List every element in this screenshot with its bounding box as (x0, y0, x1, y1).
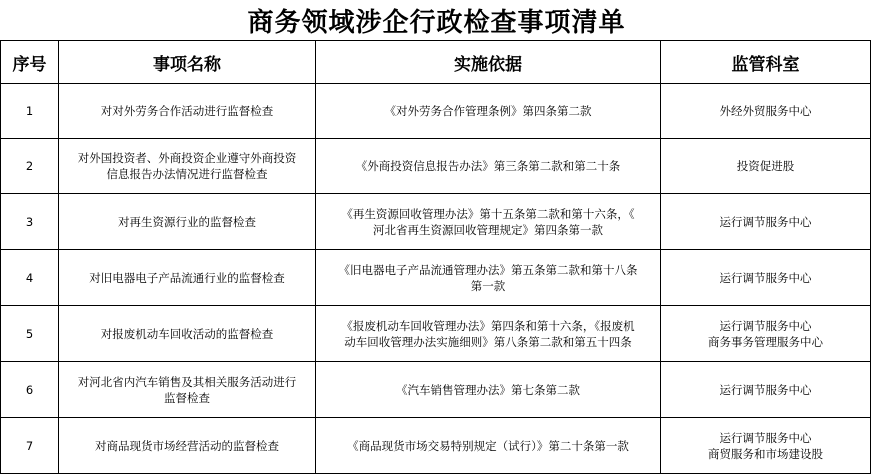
header-no: 序号 (1, 41, 59, 84)
text-line: 《报废机动车回收管理办法》第四条和第十六条，《报废机 (341, 318, 635, 333)
text-line: 监督检查 (164, 390, 210, 405)
text-line: 外经外贸服务中心 (719, 104, 812, 118)
row-legal-basis (316, 418, 661, 474)
row-item-name (59, 362, 316, 418)
row-legal-basis (316, 84, 661, 139)
document-title: 商务领域涉企行政检查事项清单 (247, 7, 626, 38)
row-item-name (59, 250, 316, 306)
text-line: 商务事务管理服务中心 (708, 334, 823, 349)
row-office (661, 362, 871, 418)
text-line: 运行调节服务中心 (719, 430, 812, 445)
row-item-name (59, 418, 316, 474)
row-office (661, 194, 871, 250)
text-line: 《再生资源回收管理办法》第十五条第二款和第十六条，《 (341, 206, 635, 221)
text-line: 对旧电器电子产品流通行业的监督检查 (89, 270, 285, 285)
row-legal-basis (316, 139, 661, 194)
row-no: 2 (1, 139, 59, 194)
text-line: 对河北省内汽车销售及其相关服务活动进行 (77, 374, 297, 389)
text-line: 信息报告办法情况进行监督检查 (106, 167, 268, 181)
table-header-row (1, 41, 871, 84)
text-line: 投资促进股 (736, 159, 795, 173)
table-row (1, 139, 871, 194)
row-item-name (59, 306, 316, 362)
text-line: 对对外劳务合作活动进行监督检查 (100, 104, 274, 118)
text-line: 《对外劳务合作管理条例》第四条第二款 (384, 104, 592, 118)
text-line: 《商品现货市场交易特别规定（试行）》第二十条第一款 (347, 438, 629, 453)
text-line: 商贸服务和市场建设股 (708, 446, 823, 461)
text-line: 《旧电器电子产品流通管理办法》第五条第二款和第十八条 (338, 262, 638, 277)
row-office (661, 418, 871, 474)
row-no: 4 (1, 250, 59, 306)
text-line: 运行调节服务中心 (719, 318, 812, 333)
text-line: 运行调节服务中心 (719, 382, 812, 397)
table-row (1, 306, 871, 362)
row-no: 6 (1, 362, 59, 418)
header-item-name: 事项名称 (59, 41, 316, 84)
row-item-name (59, 139, 316, 194)
row-legal-basis (316, 194, 661, 250)
table-row (1, 418, 871, 474)
table-row (1, 362, 871, 418)
row-legal-basis (316, 362, 661, 418)
text-line: 《外商投资信息报告办法》第三条第二款和第二十条 (355, 159, 621, 173)
text-line: 运行调节服务中心 (719, 270, 812, 285)
text-line: 动车回收管理办法实施细则》第八条第二款和第五十四条 (344, 334, 632, 349)
table-row (1, 194, 871, 250)
row-item-name (59, 194, 316, 250)
row-no: 7 (1, 418, 59, 474)
text-line: 《汽车销售管理办法》第七条第二款 (396, 382, 580, 397)
row-legal-basis (316, 306, 661, 362)
row-no: 5 (1, 306, 59, 362)
text-line: 对外国投资者、外商投资企业遵守外商投资 (77, 151, 297, 165)
table-row (1, 84, 871, 139)
inspection-items-table (0, 40, 871, 474)
text-line: 对再生资源行业的监督检查 (118, 214, 256, 229)
text-line: 第一款 (470, 278, 506, 293)
header-legal-basis: 实施依据 (316, 41, 661, 84)
row-office (661, 84, 871, 139)
header-supervising-office: 监管科室 (661, 41, 871, 84)
row-legal-basis (316, 250, 661, 306)
row-office (661, 139, 871, 194)
row-no: 1 (1, 84, 59, 139)
text-line: 对报废机动车回收活动的监督检查 (100, 326, 274, 341)
row-office (661, 250, 871, 306)
text-line: 对商品现货市场经营活动的监督检查 (95, 438, 279, 453)
table-row (1, 250, 871, 306)
row-item-name (59, 84, 316, 139)
text-line: 运行调节服务中心 (719, 214, 812, 229)
row-office (661, 306, 871, 362)
text-line: 河北省再生资源回收管理规定》第四条第一款 (373, 222, 603, 237)
row-no: 3 (1, 194, 59, 250)
